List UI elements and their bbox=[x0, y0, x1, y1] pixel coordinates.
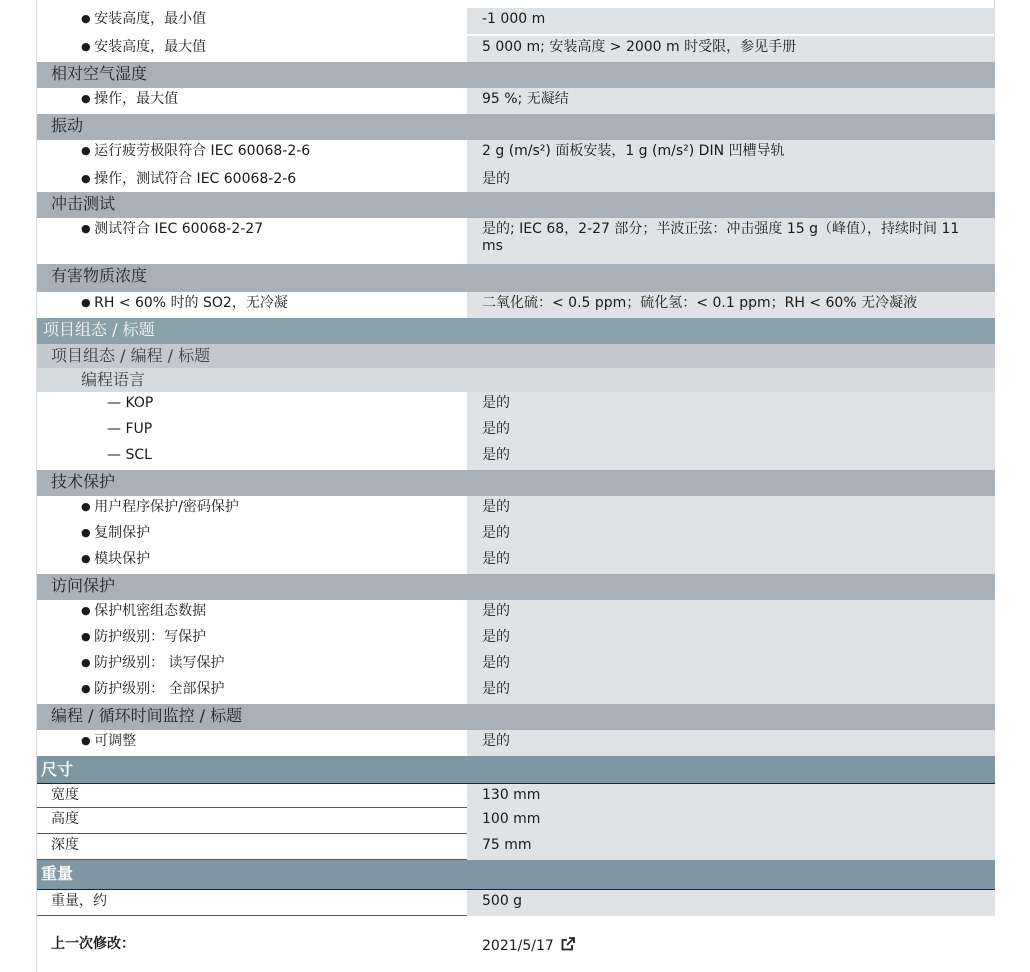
section-header bbox=[37, 860, 995, 890]
section-header bbox=[37, 756, 995, 784]
row-label: ● 复制保护 bbox=[81, 525, 467, 542]
spec-table bbox=[36, 0, 995, 972]
row-value: 75 mm bbox=[482, 837, 532, 853]
row-value: 二氧化硫：< 0.5 ppm；硫化氢：< 0.1 ppm；RH < 60% 无冷凝液 bbox=[482, 295, 918, 311]
table-row bbox=[37, 730, 995, 756]
row-value: 100 mm bbox=[482, 811, 541, 827]
section-header bbox=[37, 344, 995, 368]
section-header bbox=[37, 114, 995, 140]
row-value: 是的 bbox=[482, 525, 510, 541]
row-value-cell bbox=[467, 36, 995, 62]
section-header bbox=[37, 62, 995, 88]
row-value: 是的 bbox=[482, 681, 510, 697]
row-label-cell bbox=[37, 168, 467, 192]
table-row bbox=[37, 418, 995, 444]
table-row bbox=[37, 626, 995, 652]
row-value-cell bbox=[467, 292, 995, 318]
table-row bbox=[37, 292, 995, 318]
section-title: 项目组态 / 编程 / 标题 bbox=[51, 346, 211, 365]
row-value-cell bbox=[467, 418, 995, 444]
row-label-cell bbox=[37, 784, 467, 808]
row-label: ● 安装高度，最小值 bbox=[81, 11, 467, 28]
row-label: ● 运行疲劳极限符合 IEC 60068-2-6 bbox=[81, 143, 467, 160]
row-value: -1 000 m bbox=[482, 11, 546, 27]
table-row bbox=[37, 36, 995, 62]
row-label: ● 操作，测试符合 IEC 60068-2-6 bbox=[81, 171, 467, 188]
row-label: 宽度 bbox=[51, 787, 79, 803]
row-label-cell bbox=[37, 522, 467, 548]
table-row bbox=[37, 678, 995, 704]
row-label: ● 可调整 bbox=[81, 733, 467, 750]
row-label: ● 防护级别： 读写保护 bbox=[81, 655, 467, 672]
row-value: 是的 bbox=[482, 733, 510, 749]
row-value: 是的 bbox=[482, 551, 510, 567]
section-title: 编程语言 bbox=[81, 370, 146, 389]
row-label: — SCL bbox=[107, 447, 152, 463]
section-header bbox=[37, 192, 995, 218]
row-label: ● 安装高度，最大值 bbox=[81, 39, 467, 56]
row-label: 重量，约 bbox=[51, 893, 107, 909]
table-row bbox=[37, 784, 995, 808]
section-title: 项目组态 / 标题 bbox=[43, 320, 155, 339]
row-value-cell bbox=[467, 652, 995, 678]
row-label-cell bbox=[37, 8, 467, 34]
row-label: ● 防护级别： 全部保护 bbox=[81, 681, 467, 698]
section-title: 冲击测试 bbox=[51, 194, 116, 213]
section-title: 重量 bbox=[41, 864, 74, 883]
row-label-cell bbox=[37, 652, 467, 678]
row-label-cell bbox=[37, 890, 467, 916]
row-value-cell bbox=[467, 444, 995, 470]
section-title: 相对空气湿度 bbox=[51, 64, 148, 83]
table-row bbox=[37, 444, 995, 470]
table-row bbox=[37, 496, 995, 522]
row-label: ● RH < 60% 时的 SO2，无冷凝 bbox=[81, 295, 467, 312]
row-value: 是的 bbox=[482, 499, 510, 515]
row-label: ● 防护级别：写保护 bbox=[81, 629, 467, 646]
table-row bbox=[37, 548, 995, 574]
row-value-cell bbox=[467, 548, 995, 574]
row-label: 深度 bbox=[51, 837, 79, 853]
row-value: 130 mm bbox=[482, 787, 541, 803]
row-label-cell bbox=[37, 626, 467, 652]
row-label-cell bbox=[37, 444, 467, 470]
section-header bbox=[37, 574, 995, 600]
table-row bbox=[37, 88, 995, 114]
row-value: 是的 bbox=[482, 655, 510, 671]
row-label-cell bbox=[37, 218, 467, 264]
row-value-cell bbox=[467, 496, 995, 522]
table-row bbox=[37, 890, 995, 916]
external-link-icon[interactable] bbox=[560, 936, 576, 957]
row-label-cell bbox=[37, 548, 467, 574]
row-value-cell bbox=[467, 626, 995, 652]
row-value: 是的 bbox=[482, 421, 510, 437]
row-label: — FUP bbox=[107, 421, 153, 437]
row-label-cell bbox=[37, 36, 467, 62]
row-label-cell bbox=[37, 292, 467, 318]
row-label: ● 模块保护 bbox=[81, 551, 467, 568]
row-label: ● 用户程序保护/密码保护 bbox=[81, 499, 467, 516]
section-header bbox=[37, 470, 995, 496]
row-label: — KOP bbox=[107, 395, 154, 411]
row-label: ● 操作，最大值 bbox=[81, 91, 467, 108]
section-title: 技术保护 bbox=[51, 472, 116, 491]
row-value-cell bbox=[467, 168, 995, 192]
row-value-cell bbox=[467, 218, 995, 264]
row-value-cell bbox=[467, 808, 995, 834]
row-value-cell bbox=[467, 834, 995, 860]
row-value-cell bbox=[467, 784, 995, 808]
section-title: 编程 / 循环时间监控 / 标题 bbox=[51, 706, 243, 725]
section-title: 尺寸 bbox=[41, 760, 74, 779]
table-row bbox=[37, 140, 995, 168]
section-title: 访问保护 bbox=[51, 576, 116, 595]
row-value-cell bbox=[467, 600, 995, 626]
table-row bbox=[37, 808, 995, 834]
row-value-cell bbox=[467, 678, 995, 704]
row-label-cell bbox=[37, 834, 467, 860]
row-value-cell bbox=[467, 730, 995, 756]
row-value: 是的 bbox=[482, 171, 510, 187]
row-label-cell bbox=[37, 140, 467, 168]
table-row bbox=[37, 834, 995, 860]
row-value: 是的 bbox=[482, 629, 510, 645]
section-header bbox=[37, 264, 995, 292]
row-value: 是的 bbox=[482, 603, 510, 619]
row-value-cell bbox=[467, 8, 995, 34]
last-modified-label-cell bbox=[37, 916, 467, 972]
table-row bbox=[37, 652, 995, 678]
section-header bbox=[37, 704, 995, 730]
row-label-cell bbox=[37, 678, 467, 704]
row-value-cell bbox=[467, 140, 995, 168]
section-title: 振动 bbox=[51, 116, 84, 135]
row-value-cell bbox=[467, 522, 995, 548]
row-value: 是的; IEC 68，2-27 部分；半波正弦：冲击强度 15 g（峰值），持续时间 11 ms bbox=[482, 221, 964, 254]
table-row bbox=[37, 522, 995, 548]
row-label-cell bbox=[37, 730, 467, 756]
row-value-cell bbox=[467, 392, 995, 418]
row-label: ● 保护机密组态数据 bbox=[81, 603, 467, 620]
row-value: 95 %; 无凝结 bbox=[482, 91, 569, 107]
row-value: 是的 bbox=[482, 395, 510, 411]
table-row bbox=[37, 8, 995, 34]
row-value: 2 g (m/s²) 面板安装，1 g (m/s²) DIN 凹槽导轨 bbox=[482, 143, 785, 159]
row-label-cell bbox=[37, 808, 467, 834]
row-label-cell bbox=[37, 418, 467, 444]
row-label-cell bbox=[37, 88, 467, 114]
last-modified-date: 2021/5/17 bbox=[482, 936, 977, 957]
last-modified-value-cell bbox=[467, 916, 995, 972]
section-title: 有害物质浓度 bbox=[51, 266, 148, 285]
last-modified-label: 上一次修改： bbox=[51, 936, 135, 952]
row-label-cell bbox=[37, 392, 467, 418]
table-row bbox=[37, 218, 995, 264]
row-label: 高度 bbox=[51, 811, 79, 827]
row-label: ● 测试符合 IEC 60068-2-27 bbox=[81, 221, 467, 238]
row-label-cell bbox=[37, 600, 467, 626]
section-header bbox=[37, 368, 995, 392]
last-modified-row bbox=[37, 916, 995, 972]
row-value-cell bbox=[467, 88, 995, 114]
table-row bbox=[37, 392, 995, 418]
table-row bbox=[37, 600, 995, 626]
section-header bbox=[37, 318, 995, 344]
row-label-cell bbox=[37, 496, 467, 522]
row-value: 500 g bbox=[482, 893, 523, 909]
row-value: 是的 bbox=[482, 447, 510, 463]
table-row bbox=[37, 168, 995, 192]
row-value: 5 000 m; 安装高度 > 2000 m 时受限，参见手册 bbox=[482, 39, 797, 55]
row-value-cell bbox=[467, 890, 995, 916]
